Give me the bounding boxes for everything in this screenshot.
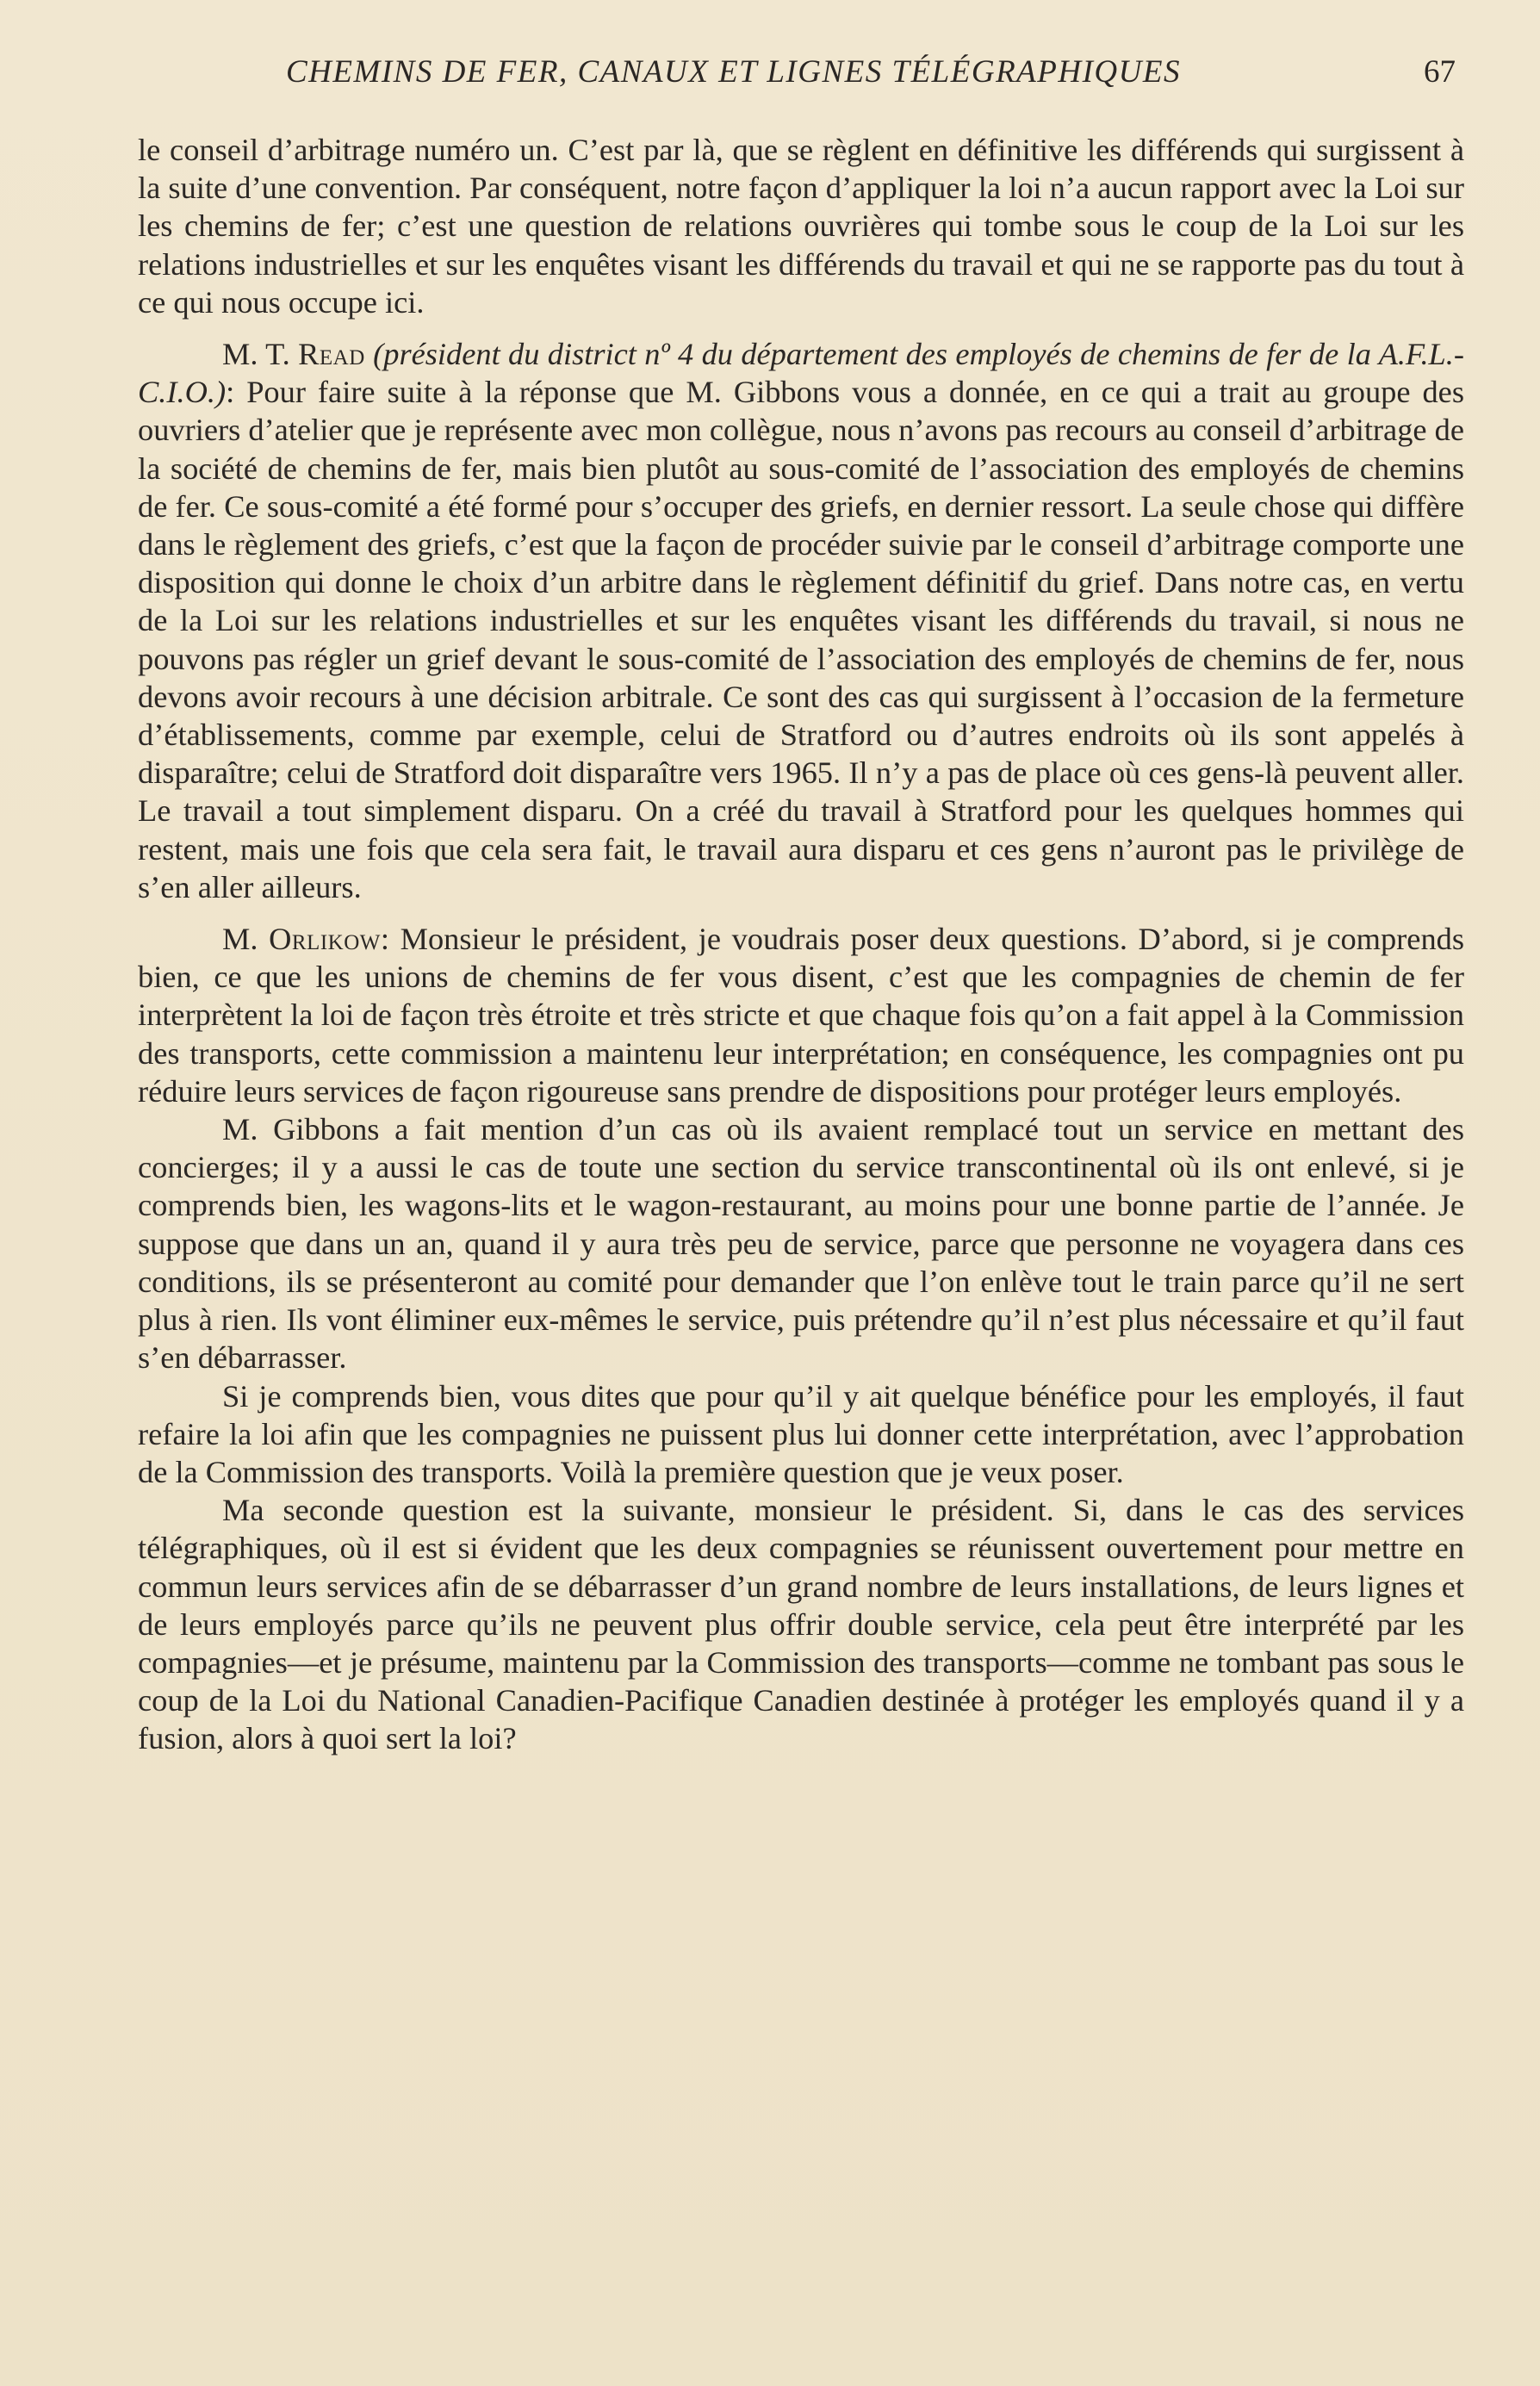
paragraph-text: M. Gibbons a fait mention d’un cas où ils avaient remplacé tout un service en mettant des concierges; il y a aussi le cas de toute une section du service transcontinental où ils ont enlevé, si je comprends bien, les wagons-lits et le wagon-restaurant, au moins pour une bonne partie de l’année. Je suppose que dans un an, quand il y aura très peu de service, parce que personne ne voyagera dans ces conditions, ils se présenteront au comité pour demander que l’on enlève tout le train parce qu’il ne sert plus à rien. Ils vont éliminer eux-mêmes le service, puis prétendre qu’il n’est plus nécessaire et qu’il faut s’en débarrasser.: [138, 1112, 1464, 1376]
paragraph-text: : Pour faire suite à la réponse que M. Gibbons vous a donnée, en ce qui a trait au groupe des ouvriers d’atelier que je représente avec mon collègue, nous n’avons pas recours au conseil d’arbitrage de la société de chemins de fer, mais bien plutôt au sous-comité de l’association des employés de chemins de fer. Ce sous-comité a été formé pour s’occuper des griefs, en dernier ressort. La seule chose qui diffère dans le règlement des griefs, c’est que la façon de procéder suivie par le conseil d’arbitrage comporte une disposition qui donne le choix d’un arbitre dans le règlement définitif du grief. Dans notre cas, en vertu de la Loi sur les relations industrielles et sur les enquêtes visant les différends du travail, si nous ne pouvons pas régler un grief devant le sous-comité de l’association des employés de chemins de fer, nous devons avoir recours à une décision arbitrale. Ce sont des cas qui surgissent à l’occasion de la fermeture d’établissements, comme par exemple, celui de Stratford ou d’autres endroits où ils sont appelés à disparaître; celui de Stratford doit disparaître vers 1965. Il n’y a pas de place où ces gens-là peuvent aller. Le travail a tout simplement disparu. On a créé du travail à Stratford pour les quelques hommes qui restent, mais une fois que cela sera fait, le travail aura disparu et ces gens n’auront pas le privilège de s’en aller ailleurs.: [138, 375, 1464, 904]
speaker-prefix: M.: [222, 922, 270, 957]
page-number: 67: [1424, 54, 1456, 90]
paragraph-read-statement: [138, 335, 1464, 906]
paragraph-text: Ma seconde question est la suivante, monsieur le président. Si, dans le cas des services télégraphiques, où il est si évident que les deux compagnies se réunissent ouvertement pour mettre en commun leurs services afin de se débarrasser d’un grand nombre de leurs installations, de leurs lignes et de leurs employés parce qu’ils ne peuvent plus offrir double service, cela peut être interprété par les compagnies—et je présume, maintenu par la Commission des transports—comme ne tombant pas sous le coup de la Loi du National Canadien-Pacifique Canadien destinée à protéger les employés quand il y a fusion, alors à quoi sert la loi?: [138, 1493, 1464, 1756]
running-header: [129, 53, 1456, 96]
paragraph-text: le conseil d’arbitrage numéro un. C’est par là, que se règlent en définitive les différends qui surgissent à la suite d’une convention. Par conséquent, notre façon d’appliquer la loi n’a aucun rapport avec la Loi sur les chemins de fer; c’est une question de relations ouvrières qui tombe sous le coup de la Loi sur les relations industrielles et sur les enquêtes visant les différends du travail et qui ne se rapporte pas du tout à ce qui nous occupe ici.: [138, 133, 1464, 320]
running-title: CHEMINS DE FER, CANAUX ET LIGNES TÉLÉGRAPHIQUES: [286, 54, 1181, 90]
paragraph-text: Si je comprends bien, vous dites que pour qu’il y ait quelque bénéfice pour les employés, il faut refaire la loi afin que les compagnies ne puissent plus lui donner cette interprétation, avec l’approbation de la Commission des transports. Voilà la première question que je veux poser.: [138, 1378, 1464, 1489]
paragraph-orlikow-statement: [138, 920, 1464, 1110]
speaker-prefix: M. T.: [222, 337, 299, 372]
paragraph-continuation: [138, 131, 1464, 321]
speaker-role: (président du district nº 4 du département des employés de chemins de fer de la A.F.L.-C.I.O.): [138, 337, 1465, 410]
paragraph-text: : Monsieur le président, je voudrais poser deux questions. D’abord, si je comprends bien, ce que les unions de chemins de fer vous disent, c’est que les compagnies de chemin de fer interprètent la loi de façon très étroite et très stricte et que chaque fois qu’on a fait appel à la Commission des transports, cette commission a maintenu leur interprétation; en conséquence, les compagnies ont pu réduire leurs services de façon rigoureuse sans prendre de dispositions pour protéger leurs employés.: [138, 922, 1464, 1109]
speaker-name: Orlikow: [269, 922, 381, 957]
paragraph-first-question: [138, 1377, 1464, 1492]
paragraph-second-question: [138, 1491, 1464, 1757]
speaker-name: Read: [298, 337, 365, 372]
body-text: [138, 131, 1464, 1758]
paragraph-gibbons-mention: [138, 1110, 1464, 1376]
